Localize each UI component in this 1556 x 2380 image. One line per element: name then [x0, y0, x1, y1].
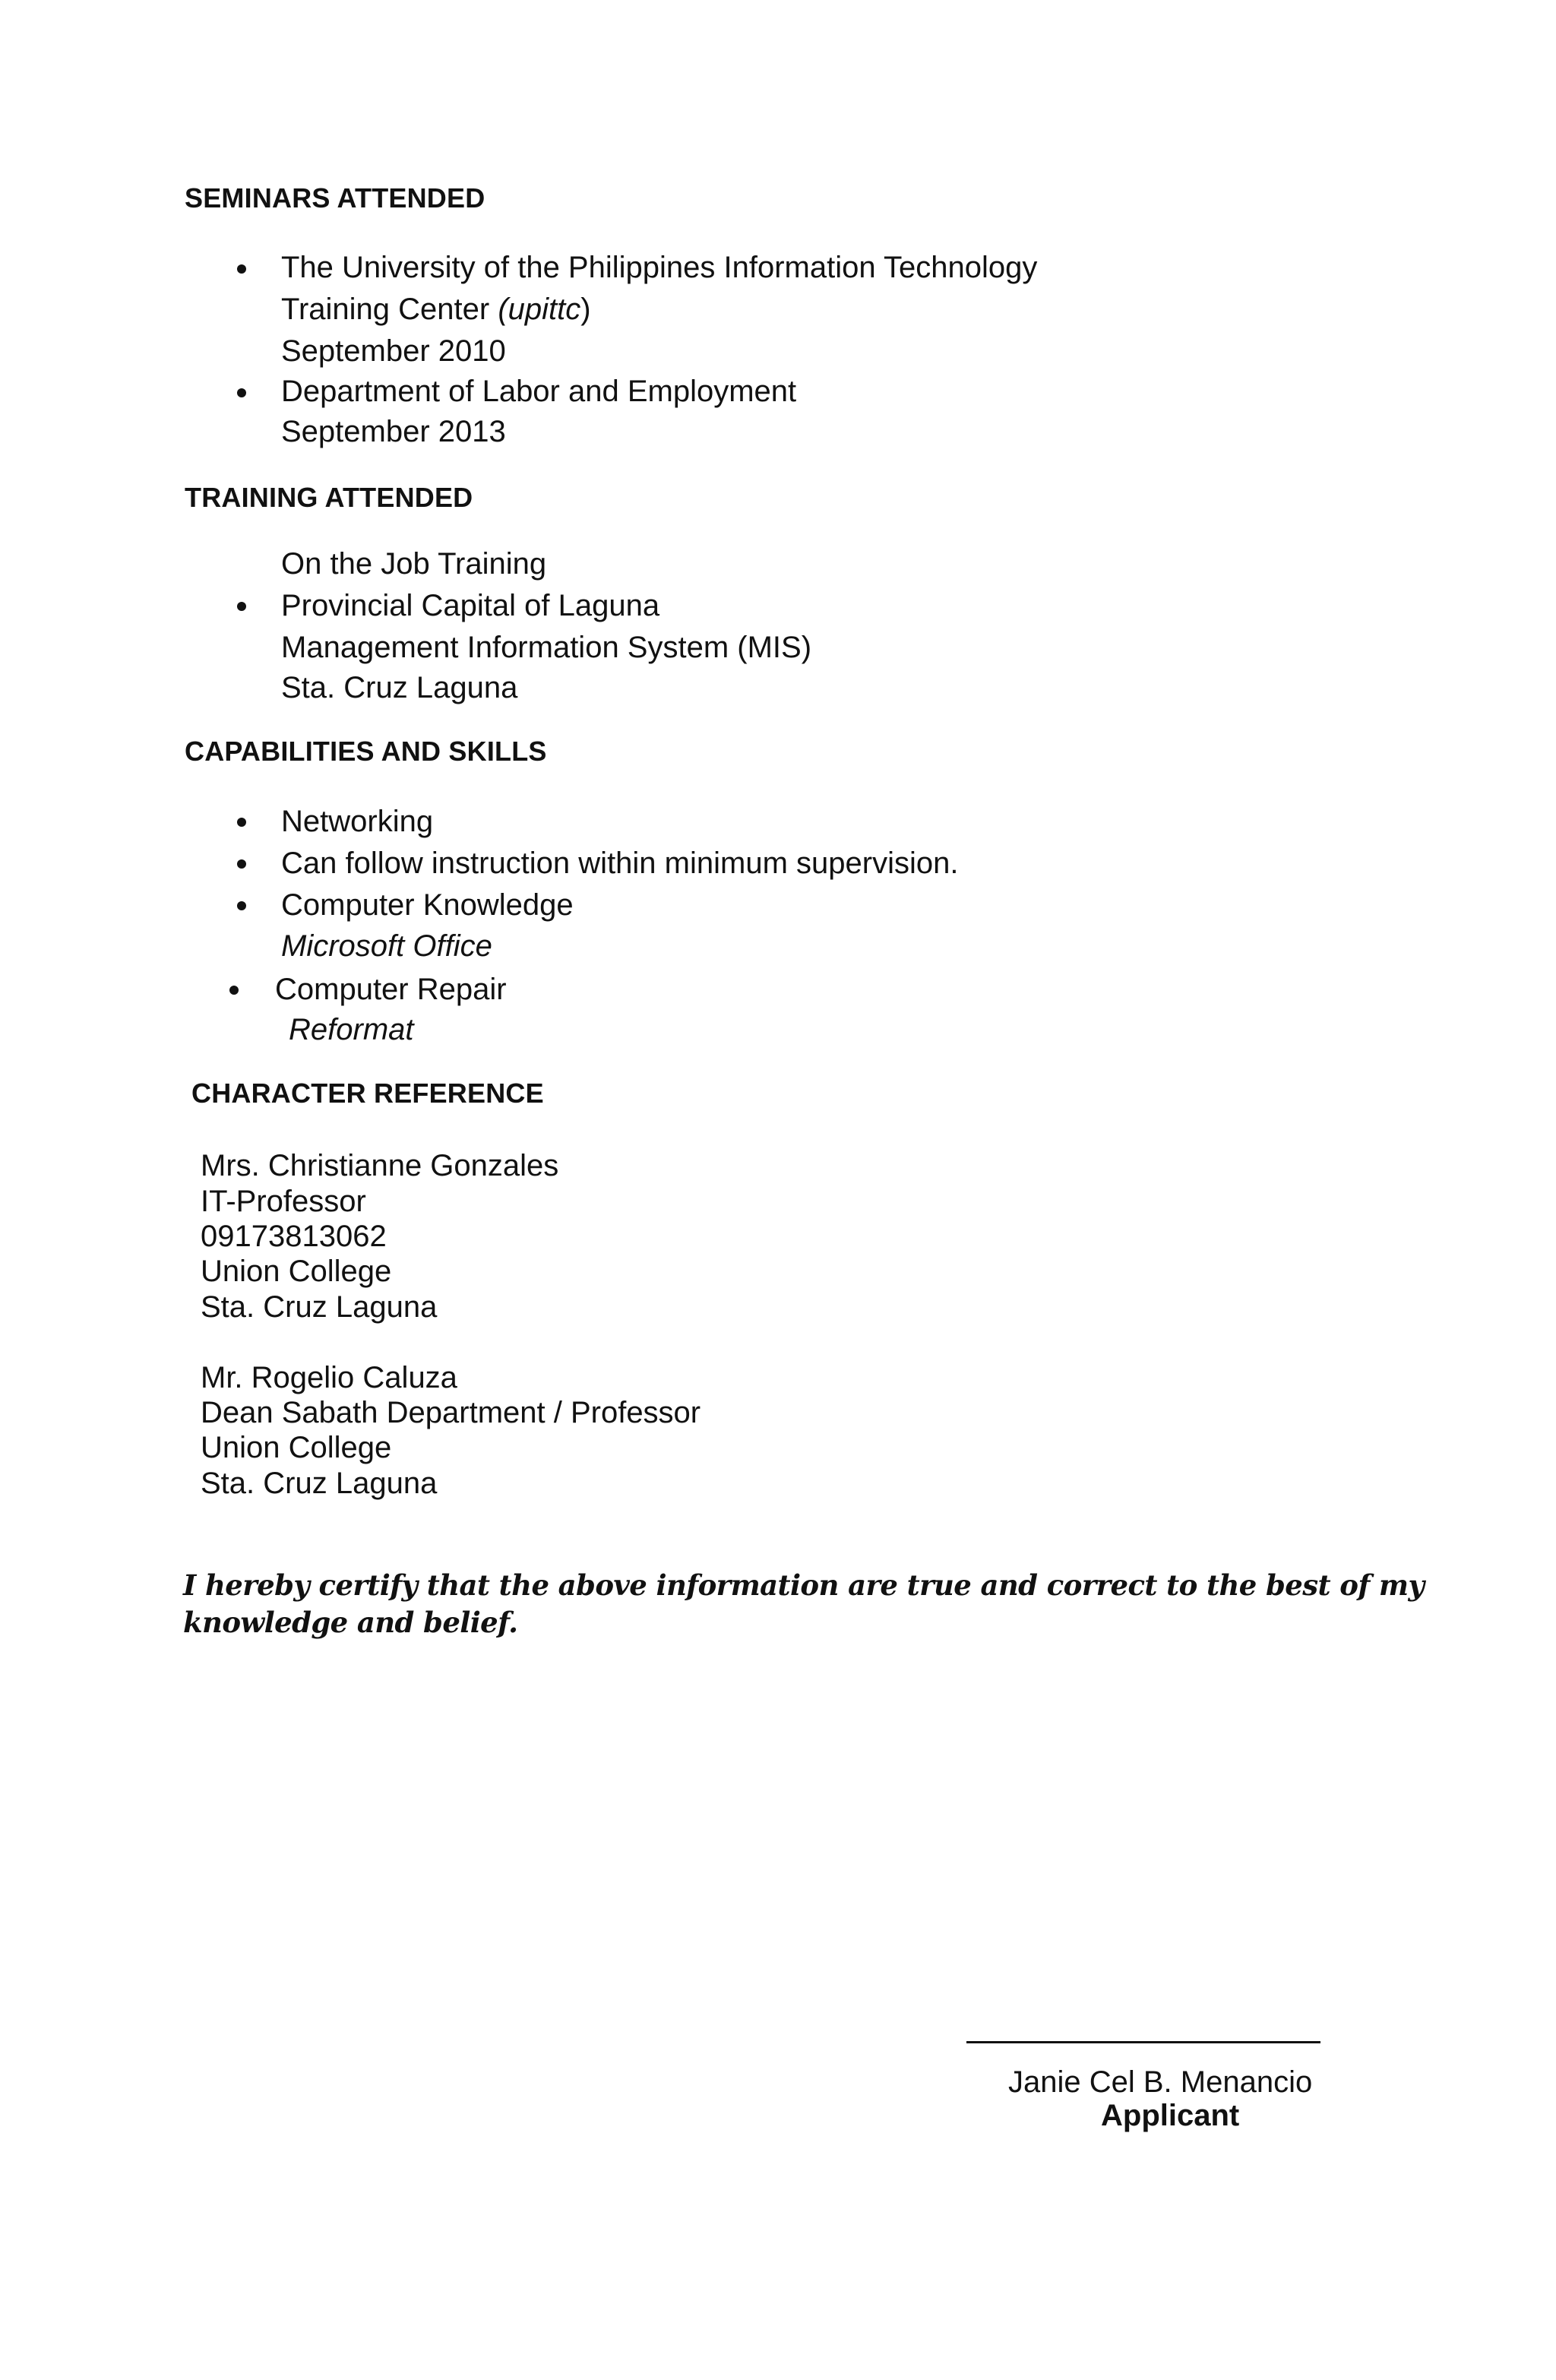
applicant-title: Applicant [1101, 2099, 1240, 2132]
skill-item: Can follow instruction within minimum supervision. [281, 847, 959, 880]
bullet-icon [237, 818, 246, 827]
certification-line-1: I hereby certify that the above information are true and correct to the best of my [183, 1568, 1425, 1602]
bullet-icon [237, 859, 246, 869]
applicant-name: Janie Cel B. Menancio [1008, 2065, 1313, 2099]
skill-item-detail: Microsoft Office [281, 929, 492, 963]
seminar-1-acronym: (upittc [498, 293, 581, 326]
training-1-line-1: Provincial Capital of Laguna [281, 589, 660, 622]
seminar-1-date: September 2010 [281, 334, 506, 368]
bullet-icon [237, 901, 246, 910]
reference-2-title: Dean Sabath Department / Professor [201, 1396, 701, 1429]
seminar-1-line-2-suffix: ) [580, 293, 591, 326]
bullet-icon [237, 602, 246, 611]
training-1-line-2: Management Information System (MIS) [281, 631, 812, 664]
reference-1-school: Union College [201, 1255, 392, 1288]
reference-1-title: IT-Professor [201, 1185, 366, 1218]
references-heading: CHARACTER REFERENCE [191, 1078, 544, 1109]
certification-line-2: knowledge and belief. [183, 1606, 518, 1639]
skills-heading: CAPABILITIES AND SKILLS [185, 736, 547, 767]
seminar-2-line-1: Department of Labor and Employment [281, 375, 797, 408]
bullet-icon [237, 388, 246, 397]
seminar-1-line-2-prefix: Training Center [281, 293, 498, 326]
seminar-1-line-1: The University of the Philippines Information Technology [281, 251, 1038, 284]
skill-item: Computer Repair [275, 973, 507, 1006]
reference-1-name: Mrs. Christianne Gonzales [201, 1149, 559, 1182]
skill-item: Computer Knowledge [281, 888, 574, 922]
seminars-heading: SEMINARS ATTENDED [185, 182, 485, 214]
reference-1-location: Sta. Cruz Laguna [201, 1290, 438, 1324]
training-heading: TRAINING ATTENDED [185, 482, 473, 513]
skill-item: Networking [281, 805, 434, 838]
signature-line [966, 2041, 1320, 2043]
bullet-icon [237, 264, 246, 274]
skill-item-detail: Reformat [289, 1013, 414, 1046]
reference-1-phone: 09173813062 [201, 1220, 387, 1253]
seminar-2-date: September 2013 [281, 415, 506, 448]
reference-2-school: Union College [201, 1431, 392, 1464]
reference-2-location: Sta. Cruz Laguna [201, 1467, 438, 1500]
training-1-line-3: Sta. Cruz Laguna [281, 671, 518, 704]
bullet-icon [229, 986, 239, 995]
training-intro: On the Job Training [281, 547, 547, 581]
reference-2-name: Mr. Rogelio Caluza [201, 1361, 457, 1394]
seminar-1-line-2 [281, 293, 591, 327]
